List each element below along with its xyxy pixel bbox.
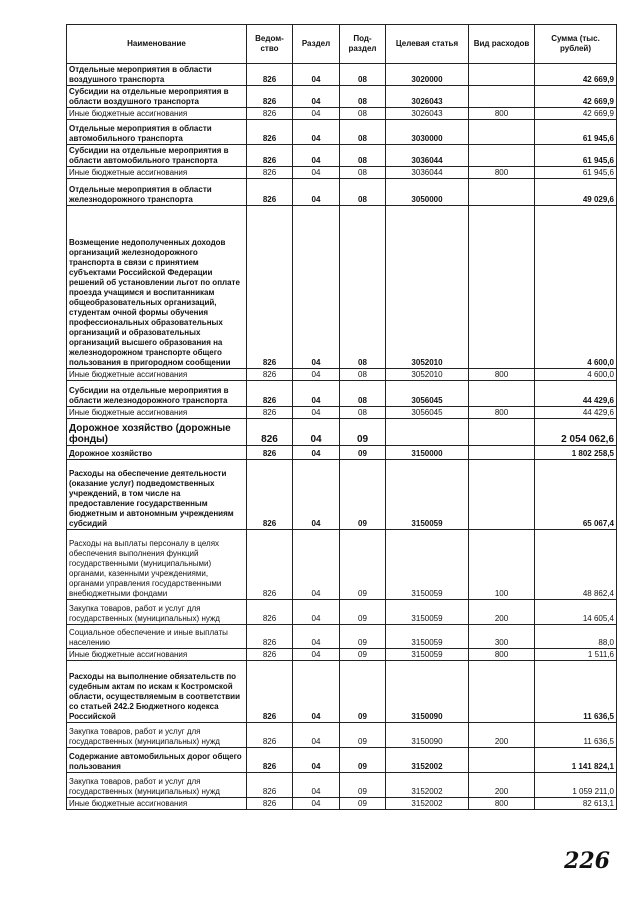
table-row [67, 179, 617, 206]
cell-section: 04 [293, 460, 340, 530]
cell-type [469, 419, 535, 446]
cell-dept: 826 [247, 748, 293, 773]
cell-sum: 61 945,6 [535, 167, 617, 179]
cell-name: Иные бюджетные ассигнования [67, 649, 247, 661]
cell-section: 04 [293, 369, 340, 381]
cell-article: 3052010 [386, 369, 469, 381]
page-number: 226 [564, 848, 610, 874]
cell-dept: 826 [247, 86, 293, 108]
cell-name: Расходы на выплаты персоналу в целях обеспечения выполнения функций государственными (муниципальными) органами, казенными учреждениями, органами управления государственными внебюджетными фондами [67, 530, 247, 600]
cell-type [469, 145, 535, 167]
cell-dept: 826 [247, 446, 293, 460]
table-row [67, 419, 617, 446]
cell-sum: 44 429,6 [535, 407, 617, 419]
cell-sum: 1 802 258,5 [535, 446, 617, 460]
cell-subsection: 08 [340, 108, 386, 120]
cell-subsection: 08 [340, 381, 386, 407]
cell-article: 3152002 [386, 798, 469, 810]
cell-sum: 1 059 211,0 [535, 773, 617, 798]
cell-dept: 826 [247, 723, 293, 748]
cell-sum: 48 862,4 [535, 530, 617, 600]
cell-sum: 4 600,0 [535, 206, 617, 369]
cell-sum: 2 054 062,6 [535, 419, 617, 446]
cell-section: 04 [293, 145, 340, 167]
cell-dept: 826 [247, 773, 293, 798]
cell-type [469, 179, 535, 206]
cell-type [469, 206, 535, 369]
cell-section: 04 [293, 649, 340, 661]
cell-sum: 49 029,6 [535, 179, 617, 206]
cell-sum: 61 945,6 [535, 120, 617, 145]
table-row [67, 381, 617, 407]
cell-dept: 826 [247, 369, 293, 381]
cell-subsection: 09 [340, 460, 386, 530]
header-type: Вид расходов [469, 25, 535, 64]
cell-subsection: 09 [340, 446, 386, 460]
cell-article: 3052010 [386, 206, 469, 369]
cell-type: 200 [469, 600, 535, 625]
cell-section: 04 [293, 381, 340, 407]
cell-section: 04 [293, 798, 340, 810]
table-row [67, 723, 617, 748]
cell-sum: 42 669,9 [535, 86, 617, 108]
cell-subsection: 09 [340, 748, 386, 773]
cell-name: Иные бюджетные ассигнования [67, 798, 247, 810]
cell-subsection: 09 [340, 661, 386, 723]
cell-article: 3150059 [386, 460, 469, 530]
cell-dept: 826 [247, 381, 293, 407]
cell-sum: 11 636,5 [535, 661, 617, 723]
cell-subsection: 08 [340, 206, 386, 369]
cell-subsection: 09 [340, 723, 386, 748]
cell-subsection: 08 [340, 407, 386, 419]
cell-dept: 826 [247, 407, 293, 419]
table-row [67, 407, 617, 419]
table-row [67, 649, 617, 661]
table-row [67, 625, 617, 649]
cell-article: 3036044 [386, 167, 469, 179]
header-dept: Ведом-ство [247, 25, 293, 64]
cell-dept: 826 [247, 530, 293, 600]
cell-sum: 65 067,4 [535, 460, 617, 530]
header-sum: Сумма (тыс. рублей) [535, 25, 617, 64]
cell-section: 04 [293, 206, 340, 369]
cell-article: 3056045 [386, 407, 469, 419]
cell-type [469, 661, 535, 723]
cell-section: 04 [293, 773, 340, 798]
cell-name: Отдельные мероприятия в области железнодорожного транспорта [67, 179, 247, 206]
cell-section: 04 [293, 446, 340, 460]
cell-type [469, 460, 535, 530]
cell-section: 04 [293, 530, 340, 600]
cell-name: Закупка товаров, работ и услуг для государственных (муниципальных) нужд [67, 723, 247, 748]
cell-subsection: 08 [340, 86, 386, 108]
cell-article: 3152002 [386, 773, 469, 798]
cell-section: 04 [293, 748, 340, 773]
cell-section: 04 [293, 600, 340, 625]
cell-article: 3030000 [386, 120, 469, 145]
table-row [67, 120, 617, 145]
cell-name: Дорожное хозяйство [67, 446, 247, 460]
cell-type: 200 [469, 723, 535, 748]
cell-article [386, 419, 469, 446]
cell-dept: 826 [247, 64, 293, 86]
cell-dept: 826 [247, 798, 293, 810]
cell-subsection: 08 [340, 120, 386, 145]
cell-section: 04 [293, 661, 340, 723]
cell-dept: 826 [247, 120, 293, 145]
cell-section: 04 [293, 108, 340, 120]
cell-subsection: 08 [340, 179, 386, 206]
cell-type: 800 [469, 798, 535, 810]
cell-dept: 826 [247, 600, 293, 625]
cell-name: Закупка товаров, работ и услуг для государственных (муниципальных) нужд [67, 600, 247, 625]
cell-article: 3056045 [386, 381, 469, 407]
cell-article: 3150059 [386, 649, 469, 661]
cell-sum: 4 600,0 [535, 369, 617, 381]
cell-name: Социальное обеспечение и иные выплаты населению [67, 625, 247, 649]
cell-type: 200 [469, 773, 535, 798]
cell-type: 800 [469, 407, 535, 419]
table-row [67, 167, 617, 179]
cell-subsection: 08 [340, 64, 386, 86]
header-subsection: Под-раздел [340, 25, 386, 64]
budget-table [66, 24, 617, 810]
table-row [67, 530, 617, 600]
cell-sum: 1 141 824,1 [535, 748, 617, 773]
cell-type [469, 748, 535, 773]
table-row [67, 206, 617, 369]
table-row [67, 86, 617, 108]
cell-section: 04 [293, 179, 340, 206]
cell-type: 100 [469, 530, 535, 600]
cell-subsection: 09 [340, 530, 386, 600]
cell-name: Иные бюджетные ассигнования [67, 108, 247, 120]
cell-type [469, 381, 535, 407]
cell-name: Субсидии на отдельные мероприятия в области автомобильного транспорта [67, 145, 247, 167]
cell-dept: 826 [247, 419, 293, 446]
cell-section: 04 [293, 120, 340, 145]
cell-sum: 14 605,4 [535, 600, 617, 625]
cell-article: 3150059 [386, 600, 469, 625]
cell-name: Расходы на обеспечение деятельности (оказание услуг) подведомственных учреждений, в том числе на предоставление государственным бюджетным и автономным учреждениям субсидий [67, 460, 247, 530]
cell-sum: 11 636,5 [535, 723, 617, 748]
cell-subsection: 08 [340, 145, 386, 167]
cell-dept: 826 [247, 206, 293, 369]
cell-type [469, 86, 535, 108]
cell-name: Закупка товаров, работ и услуг для государственных (муниципальных) нужд [67, 773, 247, 798]
cell-dept: 826 [247, 460, 293, 530]
cell-subsection: 08 [340, 167, 386, 179]
cell-name: Возмещение недополученных доходов организаций железнодорожного транспорта в связи с принятием субъектами Российской Федерации решений об установлении льгот по оплате проезда учащимся и воспитанникам общеобразовательных организаций, студентам очной формы обучения профессиональных образовательных организаций и образовательных организаций высшего образования на железнодорожном транспорте общего пользования в пригородном сообщении [67, 206, 247, 369]
cell-section: 04 [293, 407, 340, 419]
cell-name: Отдельные мероприятия в области автомобильного транспорта [67, 120, 247, 145]
cell-subsection: 09 [340, 798, 386, 810]
cell-name: Субсидии на отдельные мероприятия в области железнодорожного транспорта [67, 381, 247, 407]
cell-subsection: 09 [340, 600, 386, 625]
table-row [67, 108, 617, 120]
table-row [67, 369, 617, 381]
cell-name: Отдельные мероприятия в области воздушного транспорта [67, 64, 247, 86]
cell-section: 04 [293, 419, 340, 446]
cell-subsection: 09 [340, 625, 386, 649]
cell-type: 800 [469, 108, 535, 120]
cell-name: Иные бюджетные ассигнования [67, 167, 247, 179]
cell-article: 3150059 [386, 530, 469, 600]
cell-name: Содержание автомобильных дорог общего пользования [67, 748, 247, 773]
header-section: Раздел [293, 25, 340, 64]
table-row [67, 773, 617, 798]
cell-dept: 826 [247, 108, 293, 120]
header-name: Наименование [67, 25, 247, 64]
cell-article: 3150090 [386, 723, 469, 748]
cell-dept: 826 [247, 179, 293, 206]
cell-sum: 82 613,1 [535, 798, 617, 810]
table-row [67, 446, 617, 460]
table-header-row [67, 25, 617, 64]
cell-sum: 88,0 [535, 625, 617, 649]
cell-section: 04 [293, 723, 340, 748]
cell-type: 800 [469, 369, 535, 381]
cell-type [469, 446, 535, 460]
cell-type: 800 [469, 167, 535, 179]
table-row [67, 661, 617, 723]
cell-article: 3036044 [386, 145, 469, 167]
cell-type: 300 [469, 625, 535, 649]
table-row [67, 460, 617, 530]
cell-type [469, 64, 535, 86]
cell-article: 3152002 [386, 748, 469, 773]
cell-sum: 61 945,6 [535, 145, 617, 167]
cell-section: 04 [293, 86, 340, 108]
table-row [67, 145, 617, 167]
cell-article: 3050000 [386, 179, 469, 206]
cell-sum: 42 669,9 [535, 64, 617, 86]
cell-article: 3026043 [386, 86, 469, 108]
cell-section: 04 [293, 167, 340, 179]
cell-dept: 826 [247, 649, 293, 661]
cell-name: Субсидии на отдельные мероприятия в области воздушного транспорта [67, 86, 247, 108]
cell-section: 04 [293, 64, 340, 86]
table-row [67, 64, 617, 86]
cell-subsection: 09 [340, 419, 386, 446]
cell-sum: 1 511,6 [535, 649, 617, 661]
table-row [67, 600, 617, 625]
cell-dept: 826 [247, 625, 293, 649]
cell-article: 3150090 [386, 661, 469, 723]
cell-article: 3020000 [386, 64, 469, 86]
cell-subsection: 08 [340, 369, 386, 381]
cell-type [469, 120, 535, 145]
table-row [67, 798, 617, 810]
cell-name: Дорожное хозяйство (дорожные фонды) [67, 419, 247, 446]
cell-article: 3150000 [386, 446, 469, 460]
header-article: Целевая статья [386, 25, 469, 64]
table-row [67, 748, 617, 773]
cell-name: Иные бюджетные ассигнования [67, 369, 247, 381]
cell-type: 800 [469, 649, 535, 661]
cell-article: 3026043 [386, 108, 469, 120]
cell-name: Расходы на выполнение обязательств по судебным актам по искам к Костромской области, осуществляемым в соответствии со статьей 242.2 Бюджетного кодекса Российской [67, 661, 247, 723]
cell-subsection: 09 [340, 773, 386, 798]
cell-name: Иные бюджетные ассигнования [67, 407, 247, 419]
cell-section: 04 [293, 625, 340, 649]
cell-subsection: 09 [340, 649, 386, 661]
table-body [67, 64, 617, 810]
cell-sum: 44 429,6 [535, 381, 617, 407]
cell-dept: 826 [247, 167, 293, 179]
cell-article: 3150059 [386, 625, 469, 649]
cell-dept: 826 [247, 145, 293, 167]
cell-sum: 42 669,9 [535, 108, 617, 120]
cell-dept: 826 [247, 661, 293, 723]
